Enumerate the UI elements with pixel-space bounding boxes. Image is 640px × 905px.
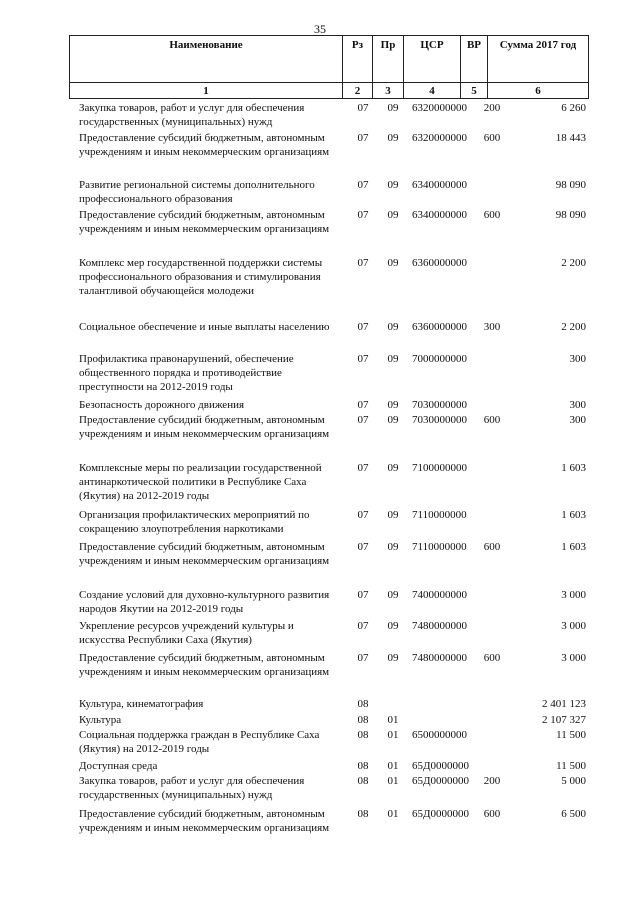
row-vr: 200 — [483, 775, 501, 787]
row-sum: 1 603 — [561, 541, 586, 553]
row-pr: 01 — [387, 808, 399, 820]
row-name: Закупка товаров, работ и услуг для обеспечения государственных (муниципальных) нужд — [79, 102, 305, 128]
row-csr: 65Д0000000 — [412, 808, 470, 820]
row-csr: 6360000000 — [412, 257, 467, 269]
header-number-4: 4 — [404, 83, 461, 99]
row-name: Профилактика правонарушений, обеспечение общественного порядка и противодействие преступности на 2012-2019 годы — [79, 353, 294, 393]
header-pr: Пр — [373, 36, 404, 83]
row-pr: 09 — [387, 414, 399, 426]
row-pr: 09 — [387, 509, 399, 521]
row-pr: 09 — [387, 462, 399, 474]
row-name: Культура — [79, 714, 122, 726]
row-rz: 07 — [357, 541, 369, 553]
row-rz: 07 — [357, 353, 369, 365]
header-name: Наименование — [70, 36, 343, 83]
row-rz: 07 — [357, 102, 369, 114]
row-rz: 08 — [357, 760, 369, 772]
row-rz: 08 — [357, 698, 369, 710]
row-vr: 600 — [483, 209, 501, 221]
row-rz: 08 — [357, 729, 369, 741]
row-sum: 11 500 — [556, 760, 586, 772]
row-pr: 01 — [387, 729, 399, 741]
row-name: Создание условий для духовно-культурного развития народов Якутии на 2012-2019 годы — [79, 589, 330, 615]
row-sum: 2 401 123 — [542, 698, 586, 710]
row-csr: 6340000000 — [412, 179, 467, 191]
row-rz: 07 — [357, 399, 369, 411]
row-name: Предоставление субсидий бюджетным, автономным учреждениям и иным некоммерческим организациям — [79, 652, 330, 678]
row-pr: 01 — [387, 714, 399, 726]
row-csr: 7100000000 — [412, 462, 467, 474]
row-name: Предоставление субсидий бюджетным, автономным учреждениям и иным некоммерческим организациям — [79, 541, 330, 567]
row-csr: 7000000000 — [412, 353, 467, 365]
row-csr: 6500000000 — [412, 729, 467, 741]
row-pr: 09 — [387, 620, 399, 632]
row-name: Социальное обеспечение и иные выплаты населению — [79, 321, 330, 333]
row-rz: 07 — [357, 132, 369, 144]
row-name: Укрепление ресурсов учреждений культуры и искусства Республики Саха (Якутия) — [79, 620, 294, 646]
row-pr: 09 — [387, 321, 399, 333]
row-name: Культура, кинематография — [79, 698, 204, 710]
header-vr: ВР — [461, 36, 488, 83]
row-sum: 300 — [569, 353, 586, 365]
row-pr: 09 — [387, 179, 399, 191]
row-vr: 600 — [483, 541, 501, 553]
row-rz: 07 — [357, 589, 369, 601]
row-sum: 3 000 — [561, 652, 586, 664]
row-name: Комплекс мер государственной поддержки системы профессионального образования и стимулирования талантливой обучающейся молодежи — [79, 257, 323, 297]
row-vr: 600 — [483, 652, 501, 664]
row-vr: 600 — [483, 808, 501, 820]
row-name: Предоставление субсидий бюджетным, автономным учреждениям и иным некоммерческим организациям — [79, 808, 330, 834]
row-csr: 65Д0000000 — [412, 775, 470, 787]
row-vr: 600 — [483, 414, 501, 426]
row-name: Предоставление субсидий бюджетным, автономным учреждениям и иным некоммерческим организациям — [79, 414, 330, 440]
row-sum: 98 090 — [555, 179, 586, 191]
row-name: Предоставление субсидий бюджетным, автономным учреждениям и иным некоммерческим организациям — [79, 132, 330, 158]
row-name: Закупка товаров, работ и услуг для обеспечения государственных (муниципальных) нужд — [79, 775, 305, 801]
row-csr: 7400000000 — [412, 589, 467, 601]
row-sum: 300 — [569, 414, 586, 426]
row-pr: 09 — [387, 399, 399, 411]
row-rz: 07 — [357, 414, 369, 426]
row-name: Предоставление субсидий бюджетным, автономным учреждениям и иным некоммерческим организациям — [79, 209, 330, 235]
row-vr: 300 — [483, 321, 501, 333]
row-pr: 09 — [387, 209, 399, 221]
row-csr: 6320000000 — [412, 102, 467, 114]
row-name: Социальная поддержка граждан в Республике Саха (Якутия) на 2012-2019 годы — [79, 729, 320, 755]
header-number-6: 6 — [488, 83, 589, 99]
row-sum: 11 500 — [556, 729, 586, 741]
row-pr: 01 — [387, 760, 399, 772]
row-csr: 65Д0000000 — [412, 760, 470, 772]
row-csr: 6340000000 — [412, 209, 467, 221]
row-vr: 600 — [483, 132, 501, 144]
row-sum: 3 000 — [561, 620, 586, 632]
row-csr: 7030000000 — [412, 414, 467, 426]
row-pr: 09 — [387, 589, 399, 601]
row-rz: 08 — [357, 808, 369, 820]
row-name: Развитие региональной системы дополнительного профессионального образования — [79, 179, 315, 205]
row-sum: 2 107 327 — [542, 714, 586, 726]
row-sum: 98 090 — [555, 209, 586, 221]
header-csr: ЦСР — [404, 36, 461, 83]
row-pr: 09 — [387, 257, 399, 269]
header-number-1: 1 — [70, 83, 343, 99]
row-csr: 7110000000 — [412, 541, 467, 553]
row-rz: 08 — [357, 714, 369, 726]
row-name: Безопасность дорожного движения — [79, 399, 245, 411]
row-pr: 09 — [387, 353, 399, 365]
row-rz: 07 — [357, 257, 369, 269]
row-name: Доступная среда — [79, 760, 158, 772]
row-name: Организация профилактических мероприятий по сокращению злоупотребления наркотиками — [79, 509, 310, 535]
row-csr: 7030000000 — [412, 399, 467, 411]
row-rz: 07 — [357, 179, 369, 191]
row-sum: 2 200 — [561, 257, 586, 269]
row-rz: 07 — [357, 462, 369, 474]
row-pr: 09 — [387, 132, 399, 144]
row-sum: 6 500 — [561, 808, 586, 820]
row-rz: 08 — [357, 775, 369, 787]
row-sum: 5 000 — [561, 775, 586, 787]
row-csr: 7480000000 — [412, 620, 467, 632]
row-rz: 07 — [357, 652, 369, 664]
row-csr: 6320000000 — [412, 132, 467, 144]
page-number: 35 — [314, 22, 326, 36]
row-csr: 6360000000 — [412, 321, 467, 333]
row-csr: 7480000000 — [412, 652, 467, 664]
row-name: Комплексные меры по реализации государственной антинаркотической политики в Республике Саха (Якутия) на 2012-2019 годы — [79, 462, 322, 502]
row-sum: 1 603 — [561, 509, 586, 521]
row-pr: 09 — [387, 541, 399, 553]
row-vr: 200 — [483, 102, 501, 114]
row-pr: 01 — [387, 775, 399, 787]
row-sum: 3 000 — [561, 589, 586, 601]
header-number-2: 2 — [343, 83, 373, 99]
header-rz: Рз — [343, 36, 373, 83]
row-rz: 07 — [357, 620, 369, 632]
row-pr: 09 — [387, 652, 399, 664]
row-csr: 7110000000 — [412, 509, 467, 521]
row-pr: 09 — [387, 102, 399, 114]
row-rz: 07 — [357, 321, 369, 333]
header-number-3: 3 — [373, 83, 404, 99]
row-sum: 300 — [569, 399, 586, 411]
row-sum: 6 260 — [561, 102, 586, 114]
row-sum: 18 443 — [555, 132, 586, 144]
row-sum: 1 603 — [561, 462, 586, 474]
row-rz: 07 — [357, 209, 369, 221]
row-sum: 2 200 — [561, 321, 586, 333]
header-sum: Сумма 2017 год — [488, 36, 589, 83]
header-number-5: 5 — [461, 83, 488, 99]
row-rz: 07 — [357, 509, 369, 521]
